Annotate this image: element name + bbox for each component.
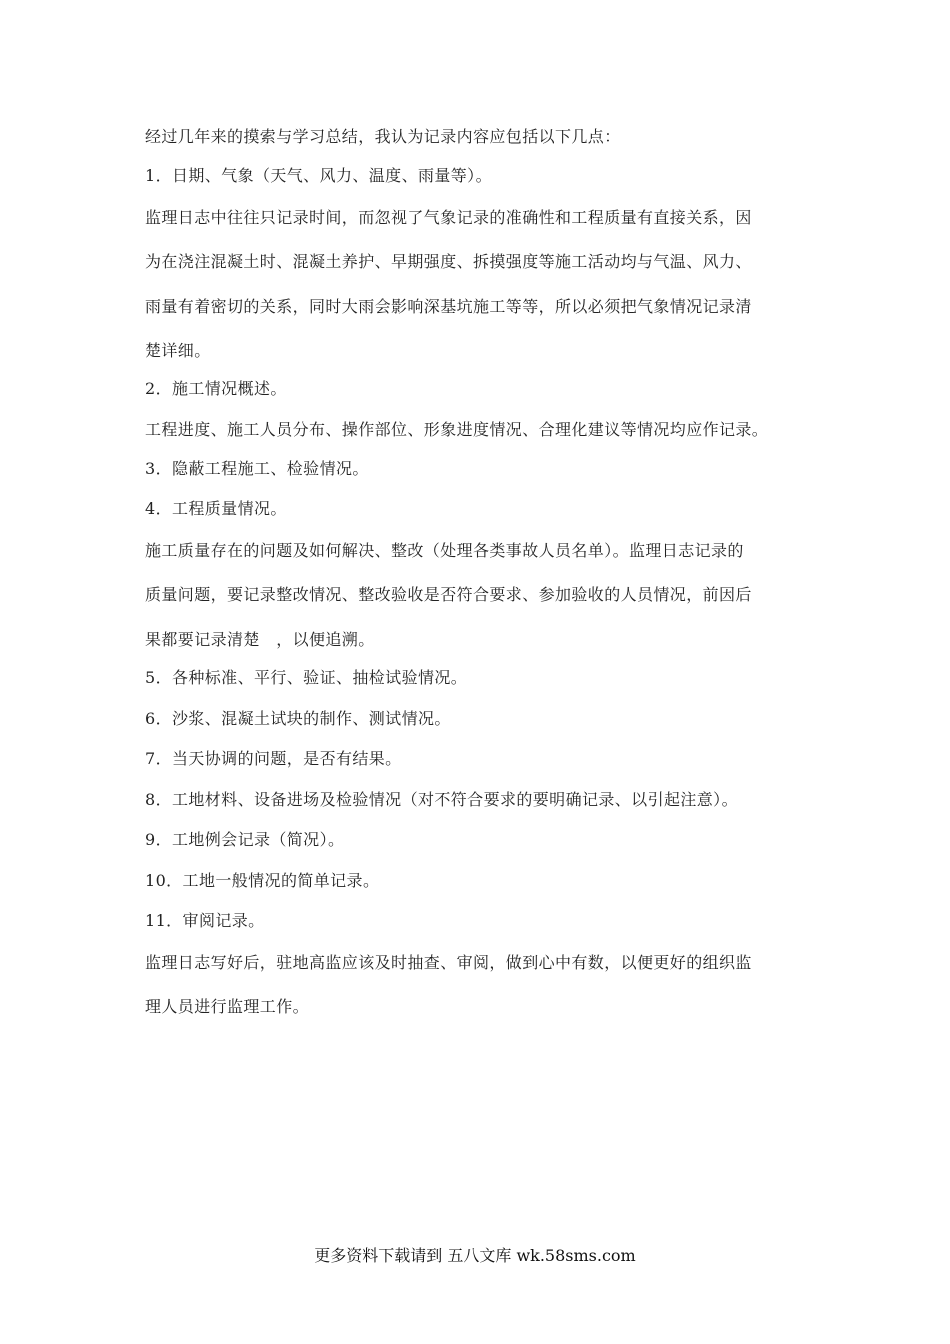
item-3-heading: 3．隐蔽工程施工、检验情况。 (145, 459, 369, 478)
item-9-heading: 9．工地例会记录（简况）。 (145, 830, 345, 849)
item-4-body-line: 果都要记录清楚 ，以便追溯。 (145, 630, 375, 649)
item-4-body-line: 施工质量存在的问题及如何解决、整改（处理各类事故人员名单）。监理日志记录的 (145, 541, 744, 560)
item-1-body-line: 监理日志中往往只记录时间，而忽视了气象记录的准确性和工程质量有直接关系，因 (145, 208, 752, 227)
item-1-body-line: 雨量有着密切的关系，同时大雨会影响深基坑施工等等，所以必须把气象情况记录清 (145, 297, 752, 316)
footer-text: 更多资料下载请到 五八文库 wk.58sms.com (314, 1246, 636, 1265)
item-7-heading: 7．当天协调的问题，是否有结果。 (145, 749, 402, 768)
item-4-heading: 4．工程质量情况。 (145, 499, 287, 518)
item-1-heading: 1．日期、气象（天气、风力、温度、雨量等）。 (145, 166, 492, 185)
item-1-body-line: 为在浇注混凝土时、混凝土养护、早期强度、拆摸强度等施工活动均与气温、风力、 (145, 252, 752, 271)
item-10-heading: 10．工地一般情况的简单记录。 (145, 871, 380, 890)
item-11-body-line: 理人员进行监理工作。 (145, 997, 310, 1016)
item-6-heading: 6．沙浆、混凝土试块的制作、测试情况。 (145, 709, 451, 728)
item-4-body-line: 质量问题，要记录整改情况、整改验收是否符合要求、参加验收的人员情况，前因后 (145, 585, 752, 604)
item-1-body-line: 楚详细。 (145, 341, 211, 360)
item-2-body-line: 工程进度、施工人员分布、操作部位、形象进度情况、合理化建议等情况均应作记录。 (145, 420, 769, 439)
item-11-body-line: 监理日志写好后，驻地高监应该及时抽查、审阅，做到心中有数，以便更好的组织监 (145, 953, 752, 972)
item-5-heading: 5．各种标准、平行、验证、抽检试验情况。 (145, 668, 468, 687)
item-2-heading: 2．施工情况概述。 (145, 379, 287, 398)
item-11-heading: 11．审阅记录。 (145, 911, 265, 930)
intro-line: 经过几年来的摸索与学习总结，我认为记录内容应包括以下几点： (145, 127, 621, 146)
item-8-heading: 8．工地材料、设备进场及检验情况（对不符合要求的要明确记录、以引起注意）。 (145, 790, 738, 809)
